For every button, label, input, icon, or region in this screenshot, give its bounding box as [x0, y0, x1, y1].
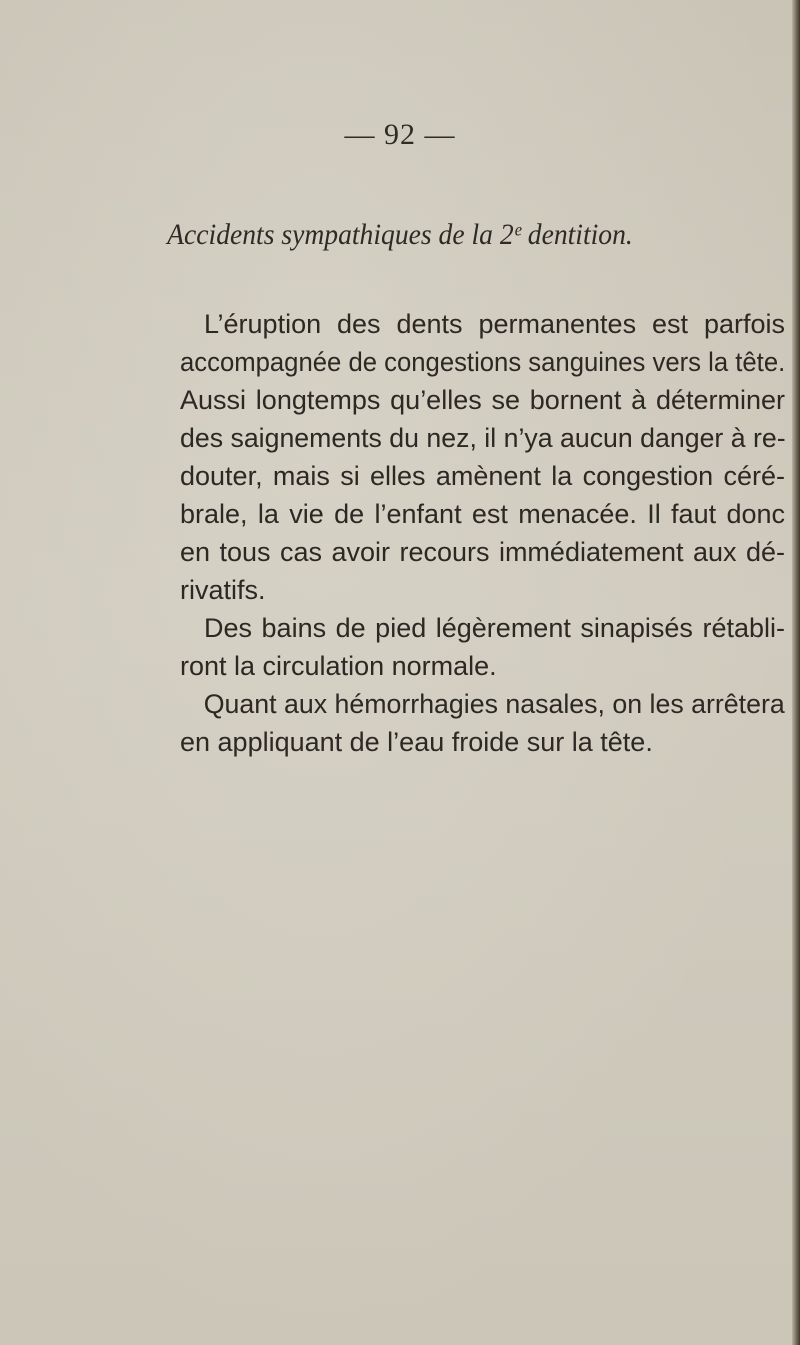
page-number: — 92 —: [344, 118, 456, 151]
text-line: ront la circulation normale.: [180, 651, 497, 681]
page-edge: [792, 0, 800, 1345]
section-title: Accidents sympathiques de la 2ᵉ dentition.: [167, 218, 633, 251]
text-line: en appliquant de l’eau froide sur la tête.: [180, 727, 653, 757]
text-line: Des bains de pied légèrement sinapisés rétabli-: [204, 613, 785, 643]
text-line: L’éruption des dents permanentes est parfois: [204, 309, 785, 339]
text-line: rivatifs.: [180, 575, 266, 605]
text-line: Aussi longtemps qu’elles se bornent à déterminer: [180, 385, 785, 415]
text-line: Quant aux hémorrhagies nasales, on les arrêtera: [203, 689, 785, 719]
text-line: brale, la vie de l’enfant est menacée. Il faut donc: [180, 499, 785, 529]
text-line: en tous cas avoir recours immédiatement aux dé-: [180, 537, 785, 567]
text-line: des saignements du nez, il n’ya aucun danger à re-: [180, 423, 786, 453]
text-line: douter, mais si elles amènent la congestion céré-: [180, 461, 785, 491]
text-line: accompagnée de congestions sanguines vers la tête.: [180, 347, 786, 377]
body-text: [180, 305, 792, 761]
